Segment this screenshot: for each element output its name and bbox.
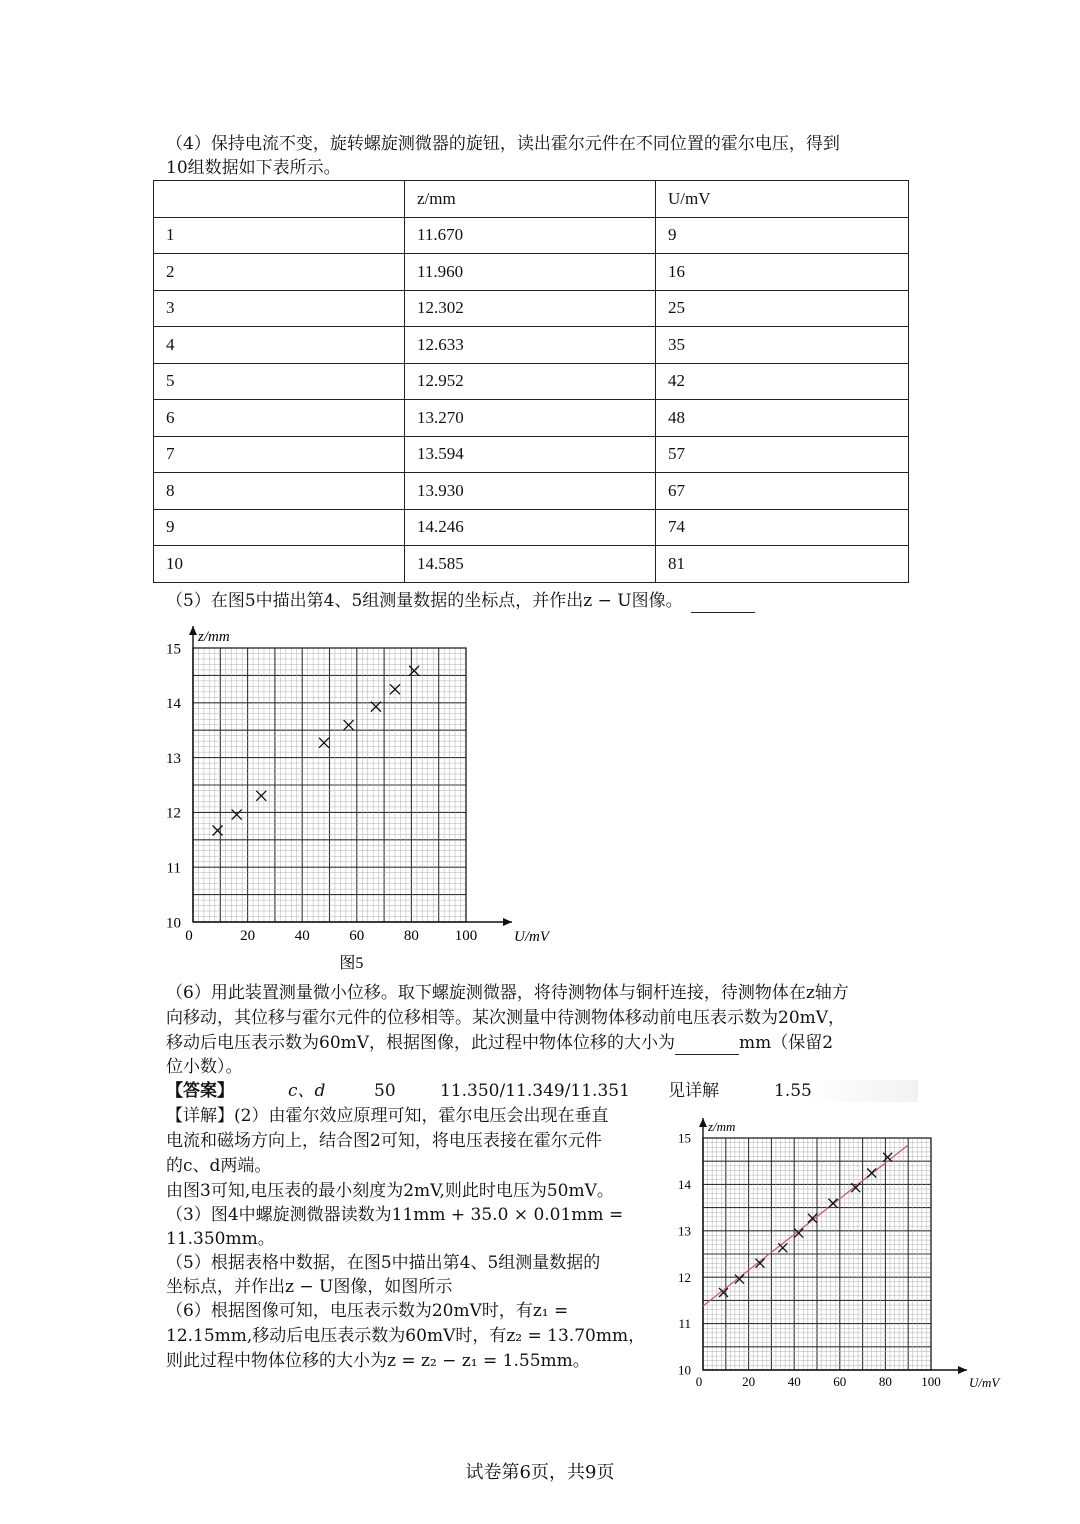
table-header-cell: U/mV — [656, 181, 909, 218]
table-cell: 57 — [656, 436, 909, 473]
table-row — [154, 363, 909, 400]
y-tick-label: 10 — [166, 915, 181, 932]
q6-line3 — [166, 1032, 833, 1055]
table-cell: 10 — [154, 546, 405, 583]
table-cell: 67 — [656, 473, 909, 510]
table-cell: 14.246 — [405, 509, 656, 546]
x-tick-label: 100 — [454, 928, 478, 944]
y-tick-label: 13 — [166, 750, 181, 767]
y-tick-label: 14 — [166, 696, 181, 713]
x-tick-label: 40 — [294, 928, 310, 944]
table-cell: 2 — [154, 254, 405, 291]
table-cell: 11.960 — [405, 254, 656, 291]
q6-line3a: 移动后电压表示数为60mV，根据图像，此过程中物体位移的大小为 — [166, 1033, 676, 1053]
y-tick-label: 10 — [678, 1362, 691, 1378]
explain-l2: 电流和磁场方向上，结合图2可知，将电压表接在霍尔元件 — [166, 1131, 602, 1151]
explain-l6: 11.350mm。 — [166, 1229, 275, 1249]
y-tick-label: 11 — [678, 1316, 691, 1332]
answer-chart — [670, 1108, 1010, 1408]
y-axis-label: z/mm — [198, 629, 230, 645]
y-axis-arrow — [189, 626, 197, 635]
y-tick-label: 15 — [678, 1130, 691, 1146]
table-cell: 13.930 — [405, 473, 656, 510]
table-cell: 7 — [154, 436, 405, 473]
table-cell: 16 — [656, 254, 909, 291]
answer-1: c、d — [288, 1081, 326, 1101]
table-row — [154, 509, 909, 546]
q6-line2: 向移动，其位移与霍尔元件的位移相等。某次测量中待测物体移动前电压表示数为20mV， — [166, 1008, 846, 1028]
table-cell: 42 — [656, 363, 909, 400]
table-cell: 5 — [154, 363, 405, 400]
q6-line4: 位小数）。 — [166, 1057, 243, 1077]
y-axis-arrow — [699, 1118, 707, 1127]
explain-l4: 由图3可知,电压表的最小刻度为2mV,则此时电压为50mV。 — [166, 1181, 614, 1201]
y-tick-label: 12 — [678, 1269, 691, 1285]
table-cell: 6 — [154, 400, 405, 437]
table-header-row — [154, 181, 909, 218]
table-cell: 1 — [154, 217, 405, 254]
table-cell: 3 — [154, 290, 405, 327]
x-axis-arrow — [958, 1366, 967, 1374]
table-row — [154, 254, 909, 291]
q4-line1: （4）保持电流不变，旋转螺旋测微器的旋钮，读出霍尔元件在不同位置的霍尔电压，得到 — [166, 134, 840, 154]
x-tick-label: 60 — [349, 928, 365, 944]
page-footer: 试卷第6页，共9页 — [465, 1462, 615, 1483]
y-axis-label: z/mm — [708, 1119, 736, 1134]
answer-label: 【答案】 — [166, 1081, 234, 1101]
y-tick-label: 15 — [166, 641, 181, 658]
answer-2: 50 — [374, 1081, 396, 1101]
answer-blank-2 — [675, 1032, 739, 1055]
answer-blank — [691, 590, 755, 613]
x-tick-label: 40 — [787, 1374, 801, 1389]
table-cell: 14.585 — [405, 546, 656, 583]
x-tick-label: 0 — [695, 1374, 703, 1389]
table-cell: 12.633 — [405, 327, 656, 364]
y-tick-label: 11 — [166, 860, 181, 877]
table-row — [154, 473, 909, 510]
answer-row — [166, 1080, 918, 1102]
explain-l9: （6）根据图像可知，电压表示数为20mV时，有z₁ = — [166, 1301, 569, 1321]
data-point-cross — [409, 666, 419, 676]
y-tick-label: 12 — [166, 805, 181, 822]
x-tick-label: 80 — [403, 928, 419, 944]
x-tick-label: 80 — [878, 1374, 892, 1389]
data-table — [153, 180, 909, 583]
figure-5-chart — [150, 610, 550, 980]
table-cell: 35 — [656, 327, 909, 364]
explain-l3: 的c、d两端。 — [166, 1156, 272, 1176]
explain-l1: 【详解】(2）由霍尔效应原理可知，霍尔电压会出现在垂直 — [166, 1106, 609, 1126]
explain-l11: 则此过程中物体位移的大小为z = z₂ − z₁ = 1.55mm。 — [166, 1351, 590, 1371]
x-axis-arrow — [503, 918, 512, 926]
table-cell: 13.270 — [405, 400, 656, 437]
table-cell: 74 — [656, 509, 909, 546]
x-tick-label: 60 — [833, 1374, 847, 1389]
table-row — [154, 546, 909, 583]
q5-text: （5）在图5中描出第4、5组测量数据的坐标点，并作出z − U图像。 — [166, 591, 683, 611]
y-tick-label: 13 — [678, 1223, 691, 1239]
data-point-cross — [344, 720, 354, 730]
x-tick-label: 0 — [185, 928, 193, 944]
answer-3: 11.350/11.349/11.351 — [440, 1081, 630, 1101]
q6-line3b: mm（保留2 — [739, 1033, 834, 1053]
table-cell: 9 — [656, 217, 909, 254]
table-cell: 48 — [656, 400, 909, 437]
explain-l8: 坐标点，并作出z − U图像，如图所示 — [166, 1277, 453, 1297]
table-cell: 12.952 — [405, 363, 656, 400]
explain-l7: （5）根据表格中数据，在图5中描出第4、5组测量数据的 — [166, 1253, 601, 1273]
figure-caption: 图5 — [339, 955, 364, 972]
table-row — [154, 436, 909, 473]
table-cell: 25 — [656, 290, 909, 327]
table-row — [154, 327, 909, 364]
table-cell: 81 — [656, 546, 909, 583]
answer-5: 1.55 — [774, 1081, 812, 1101]
explain-l10: 12.15mm,移动后电压表示数为60mV时，有z₂ = 13.70mm， — [166, 1326, 646, 1346]
table-header-cell: z/mm — [405, 181, 656, 218]
table-row — [154, 290, 909, 327]
table-cell: 12.302 — [405, 290, 656, 327]
x-axis-label: U/mV — [969, 1375, 1000, 1390]
x-tick-label: 20 — [240, 928, 256, 944]
table-cell: 11.670 — [405, 217, 656, 254]
x-axis-label: U/mV — [514, 929, 549, 945]
data-point-cross — [828, 1199, 837, 1208]
y-tick-label: 14 — [678, 1176, 691, 1192]
data-point-cross — [213, 825, 223, 835]
table-header-cell — [154, 181, 405, 218]
x-tick-label: 20 — [742, 1374, 756, 1389]
answer-4: 见详解 — [668, 1081, 719, 1101]
table-row — [154, 400, 909, 437]
table-cell: 13.594 — [405, 436, 656, 473]
q6-line1: （6）用此装置测量微小位移。取下螺旋测微器，将待测物体与铜杆连接，待测物体在z轴方 — [166, 983, 849, 1003]
table-cell: 8 — [154, 473, 405, 510]
table-row — [154, 217, 909, 254]
x-tick-label: 100 — [921, 1374, 941, 1389]
explain-l5: （3）图4中螺旋测微器读数为11mm + 35.0 × 0.01mm = — [166, 1205, 624, 1225]
table-cell: 4 — [154, 327, 405, 364]
q4-line2: 10组数据如下表所示。 — [166, 158, 341, 178]
table-cell: 9 — [154, 509, 405, 546]
